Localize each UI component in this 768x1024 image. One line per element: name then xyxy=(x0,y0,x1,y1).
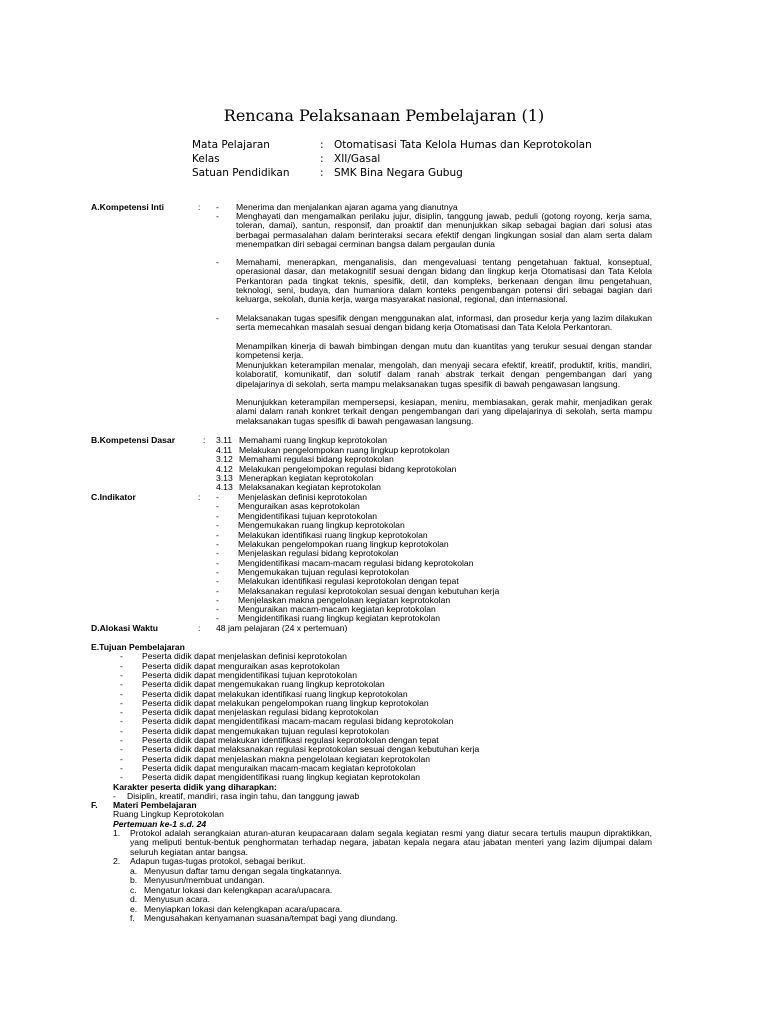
meta-row-class xyxy=(192,152,592,166)
materi-subtitle: Ruang Lingkup Keprotokolan xyxy=(113,809,224,819)
tujuan-dash: - xyxy=(120,670,123,680)
materi-point-num: 1. xyxy=(113,828,121,838)
tujuan-item xyxy=(120,717,453,726)
meta-row-subject xyxy=(192,138,592,152)
subpoint-letter: a. xyxy=(130,866,138,876)
indikator-text: Mengidentifikasi ruang lingkup kegiatan keprotokolan xyxy=(238,613,441,623)
karakter-text: Disiplin, kreatif, mandiri, rasa ingin tahu, dan tanggung jawab xyxy=(127,791,360,801)
indikator-dash: - xyxy=(216,576,219,586)
subpoint-letter: f. xyxy=(130,913,135,923)
tujuan-dash: - xyxy=(120,726,123,736)
ki-item: Memahami, menerapkan, menganalisis, dan mengevaluasi tentang pengetahuan faktual, konseptual, operasional dasar, dan metakognitif sesuai dengan bidang dan lingkup kerja Otomatisasi dan Tata Kelola Perkantoran pada tingkat teknis, spesifik, detil, dan kompleks, berkenaan dengan ilmu pengetahuan, teknologi, seni, budaya, dan humaniora dalam konteks pengembangan potensi diri sebagai bagian dari keluarga, sekolah, dunia kerja, warga masyarakat nasional, regional, dan internasional. xyxy=(236,257,652,305)
indikator-text: Mengidentifikasi tujuan keprotokolan xyxy=(238,511,378,521)
tujuan-text: Peserta didik dapat menjelaskan makna pengelolaan kegiatan keprotokolan xyxy=(142,754,431,764)
subpoint-letter: d. xyxy=(130,894,138,904)
indikator-dash: - xyxy=(216,520,219,530)
indikator-dash: - xyxy=(216,558,219,568)
tujuan-item xyxy=(120,652,347,661)
ki-dash: - xyxy=(216,211,219,221)
meta-label: Satuan Pendidikan xyxy=(192,167,290,179)
ki-paragraph: Menampilkan kinerja di bawah bimbingan dengan mutu dan kuantitas yang terukur sesuai dengan standar kompetensi kerja. xyxy=(236,341,652,361)
subpoint-text: Mengatur lokasi dan kelengkapan acara/upacara. xyxy=(144,885,333,895)
ki-paragraph: Menunjukkan keterampilan menalar, mengolah, dan menyaji secara efektif, kreatif, produktif, kritis, mandiri, kolaboratif, komunikatif, dan solutif dalam ranah abstrak terkait dengan pengembangan dari yang dipelajarinya di sekolah, serta mampu melaksanakan tugas spesifik di bawah pengawasan langsung. xyxy=(236,360,652,389)
tujuan-text: Peserta didik dapat menjelaskan regulasi bidang keprotokolan xyxy=(142,707,379,717)
ki-colon: : xyxy=(198,202,201,212)
indikator-dash: - xyxy=(216,492,219,502)
indikator-dash: - xyxy=(216,539,219,549)
tujuan-text: Peserta didik dapat melakukan pengelompokan ruang lingkup keprotokolan xyxy=(142,698,429,708)
subpoint-text: Menyusun daftar tamu dengan segala tingkatannya. xyxy=(144,866,342,876)
tujuan-dash: - xyxy=(120,735,123,745)
tujuan-dash: - xyxy=(120,689,123,699)
kd-item xyxy=(216,483,381,492)
indikator-dash: - xyxy=(216,567,219,577)
indikator-item xyxy=(216,549,399,558)
indikator-dash: - xyxy=(216,548,219,558)
tujuan-dash: - xyxy=(120,679,123,689)
indikator-colon: : xyxy=(198,492,201,502)
tujuan-text: Peserta didik dapat menguraikan macam-macam kegiatan keprotokolan xyxy=(142,763,416,773)
materi-subpoint xyxy=(130,876,265,885)
indikator-item xyxy=(216,521,405,530)
indikator-text: Melaksanakan regulasi keprotokolan sesuai dengan kebutuhan kerja xyxy=(238,586,500,596)
indikator-text: Mengidentifikasi macam-macam regulasi bidang keprotokolan xyxy=(238,558,474,568)
indikator-text: Mengemukakan ruang lingkup keprotokolan xyxy=(238,520,405,530)
meta-colon: : xyxy=(320,153,324,165)
indikator-text: Menjelaskan regulasi bidang keprotokolan xyxy=(238,548,399,558)
subpoint-text: Menyusun acara. xyxy=(144,894,210,904)
karakter-dash: - xyxy=(113,791,116,801)
subpoint-letter: e. xyxy=(130,904,138,914)
alokasi-colon: : xyxy=(198,623,201,633)
indikator-label: C.Indikator xyxy=(91,492,136,502)
tujuan-text: Peserta didik dapat mengidentifikasi tujuan keprotokolan xyxy=(142,670,357,680)
kd-text: Melakukan pengelompokan ruang lingkup keprotokolan xyxy=(239,445,450,455)
ki-dash: - xyxy=(216,257,219,267)
tujuan-text: Peserta didik dapat menjelaskan definisi keprotokolan xyxy=(142,651,347,661)
indikator-text: Menjelaskan makna pengelolaan kegiatan keprotokolan xyxy=(238,595,451,605)
ki-item: Menerima dan menjalankan ajaran agama yang dianutnya xyxy=(236,202,458,212)
tujuan-dash: - xyxy=(120,716,123,726)
indikator-item xyxy=(216,577,459,586)
meta-value: SMK Bina Negara Gubug xyxy=(334,167,463,179)
tujuan-text: Peserta didik dapat melaksanakan regulasi keprotokolan sesuai dengan kebutuhan kerja xyxy=(142,744,480,754)
subpoint-text: Menyusun/membuat undangan. xyxy=(144,875,265,885)
tujuan-item xyxy=(120,680,385,689)
indikator-dash: - xyxy=(216,586,219,596)
indikator-text: Mengemukakan tujuan regulasi keprotokolan xyxy=(238,567,410,577)
ki-paragraph: Menunjukkan keterampilan mempersepsi, kesiapan, meniru, membiasakan, gerak mahir, menjadikan gerak alami dalam ranah konkret terkait dengan pengembangan dari yang dipelajarinya di sekolah, serta mampu melaksanakan tugas spesifik di bawah pengawasan langsung. xyxy=(236,397,652,426)
meta-colon: : xyxy=(320,139,324,151)
tujuan-text: Peserta didik dapat mengemukakan ruang lingkup keprotokolan xyxy=(142,679,385,689)
kd-num: 4.11 xyxy=(216,445,233,455)
indikator-text: Menguraikan asas keprotokolan xyxy=(238,501,360,511)
meta-label: Mata Pelajaran xyxy=(192,139,270,151)
indikator-dash: - xyxy=(216,501,219,511)
materi-letter: F. xyxy=(91,800,98,810)
tujuan-text: Peserta didik dapat mengemukakan tujuan regulasi keprotokolan xyxy=(142,726,389,736)
kd-colon: : xyxy=(203,435,206,445)
materi-label: Materi Pembelajaran xyxy=(113,800,197,810)
indikator-dash: - xyxy=(216,604,219,614)
meta-value: Otomatisasi Tata Kelola Humas dan Keprotokolan xyxy=(334,139,592,151)
subpoint-letter: b. xyxy=(130,875,138,885)
tujuan-dash: - xyxy=(120,661,123,671)
kd-text: Menerapkan kegiatan keprotokolan xyxy=(239,473,374,483)
tujuan-text: Peserta didik dapat menguraikan asas keprotokolan xyxy=(142,661,340,671)
materi-subpoint xyxy=(130,895,210,904)
tujuan-label: E.Tujuan Pembelajaran xyxy=(91,642,185,652)
indikator-dash: - xyxy=(216,595,219,605)
tujuan-dash: - xyxy=(120,744,123,754)
materi-point-num: 2. xyxy=(113,856,121,866)
subpoint-letter: c. xyxy=(130,885,137,895)
tujuan-dash: - xyxy=(120,763,123,773)
kd-num: 3.11 xyxy=(216,435,233,445)
tujuan-text: Peserta didik dapat mengidentifikasi ruang lingkup kegiatan keprotokolan xyxy=(142,772,421,782)
indikator-dash: - xyxy=(216,613,219,623)
materi-point-text: Protokol adalah serangkaian aturan-aturan keupacaraan dalam segala kegiatan resmi yang diatur secara tertulis maupun dipraktikkan, yang meliputi bentuk-bentuk penghormatan terhadap negara, jabatan kepala negara atau jabatan menteri yang lazim dijumpai dalam seluruh kegiatan antar bangsa. xyxy=(130,828,652,857)
meta-label: Kelas xyxy=(192,153,220,165)
indikator-item xyxy=(216,614,440,623)
tujuan-dash: - xyxy=(120,698,123,708)
kd-num: 4.12 xyxy=(216,464,233,474)
indikator-text: Melakukan identifikasi regulasi keprotokolan dengan tepat xyxy=(238,576,459,586)
tujuan-dash: - xyxy=(120,651,123,661)
meta-block xyxy=(192,138,592,180)
kd-text: Memahami regulasi bidang keprotokolan xyxy=(239,454,394,464)
indikator-text: Menguraikan macam-macam kegiatan keprotokolan xyxy=(238,604,436,614)
alokasi-value: 48 jam pelajaran (24 x pertemuan) xyxy=(216,623,348,633)
materi-pertemuan: Pertemuan ke-1 s.d. 24 xyxy=(113,819,207,829)
kd-num: 3.13 xyxy=(216,473,233,483)
tujuan-dash: - xyxy=(120,754,123,764)
kd-text: Memahami ruang lingkup keprotokolan xyxy=(239,435,388,445)
indikator-text: Melakukan identifikasi ruang lingkup keprotokolan xyxy=(238,530,428,540)
tujuan-text: Peserta didik dapat melakukan identifikasi ruang lingkup keprotokolan xyxy=(142,689,408,699)
indikator-item xyxy=(216,502,360,511)
kd-label: B.Kompetensi Dasar xyxy=(91,435,176,445)
indikator-text: Menjelaskan definisi keprotokolan xyxy=(238,492,367,502)
tujuan-item xyxy=(120,773,420,782)
kd-text: Melaksanakan kegiatan keprotokolan xyxy=(239,482,381,492)
tujuan-text: Peserta didik dapat melakukan identifikasi regulasi keprotokolan dengan tepat xyxy=(142,735,439,745)
document-title: Rencana Pelaksanaan Pembelajaran (1) xyxy=(223,106,545,125)
ki-label: A.Kompetensi Inti xyxy=(91,202,165,212)
kd-num: 4.13 xyxy=(216,482,233,492)
indikator-text: Melakukan pengelompokan ruang lingkup keprotokolan xyxy=(238,539,449,549)
tujuan-text: Peserta didik dapat mengidentifikasi macam-macam regulasi bidang keprotokolan xyxy=(142,716,454,726)
meta-colon: : xyxy=(320,167,324,179)
subpoint-text: Menyiapkan lokasi dan kelengkapan acara/upacara. xyxy=(144,904,343,914)
indikator-dash: - xyxy=(216,511,219,521)
materi-point-text: Adapun tugas-tugas protokol, sebagai berikut. xyxy=(130,856,306,866)
alokasi-label: D.Alokasi Waktu xyxy=(91,623,159,633)
subpoint-text: Mengusahakan kenyamanan suasana/tempat bagi yang diundang. xyxy=(144,913,398,923)
meta-row-school xyxy=(192,166,592,180)
materi-subpoint xyxy=(130,914,398,923)
ki-dash: - xyxy=(216,313,219,323)
karakter-label: Karakter peserta didik yang diharapkan: xyxy=(113,782,277,792)
tujuan-dash: - xyxy=(120,707,123,717)
ki-item: Melaksanakan tugas spesifik dengan menggunakan alat, informasi, dan prosedur kerja yang lazim dilakukan serta memecahkan masalah sesuai dengan bidang kerja Otomatisasi dan Tata Kelola Perkantoran. xyxy=(236,313,652,333)
tujuan-dash: - xyxy=(120,772,123,782)
kd-text: Melakukan pengelompokan regulasi bidang keprotokolan xyxy=(239,464,457,474)
tujuan-item xyxy=(120,745,479,754)
ki-dash: - xyxy=(216,202,219,212)
indikator-dash: - xyxy=(216,530,219,540)
kd-num: 3.12 xyxy=(216,454,233,464)
kd-item xyxy=(216,436,387,445)
meta-value: XII/Gasal xyxy=(334,153,381,165)
kd-item xyxy=(216,455,394,464)
ki-item: Menghayati dan mengamalkan perilaku jujur, disiplin, tanggung jawab, peduli (gotong royong, kerja sama, toleran, damai), santun, responsif, dan proaktif dan menunjukkan sikap sebagai bagian dari solusi atas berbagai permasalahan dalam berinteraksi secara efektif dengan lingkungan sosial dan alam serta dalam menempatkan diri sebagai cerminan bangsa dalam pergaulan dunia xyxy=(236,211,652,249)
